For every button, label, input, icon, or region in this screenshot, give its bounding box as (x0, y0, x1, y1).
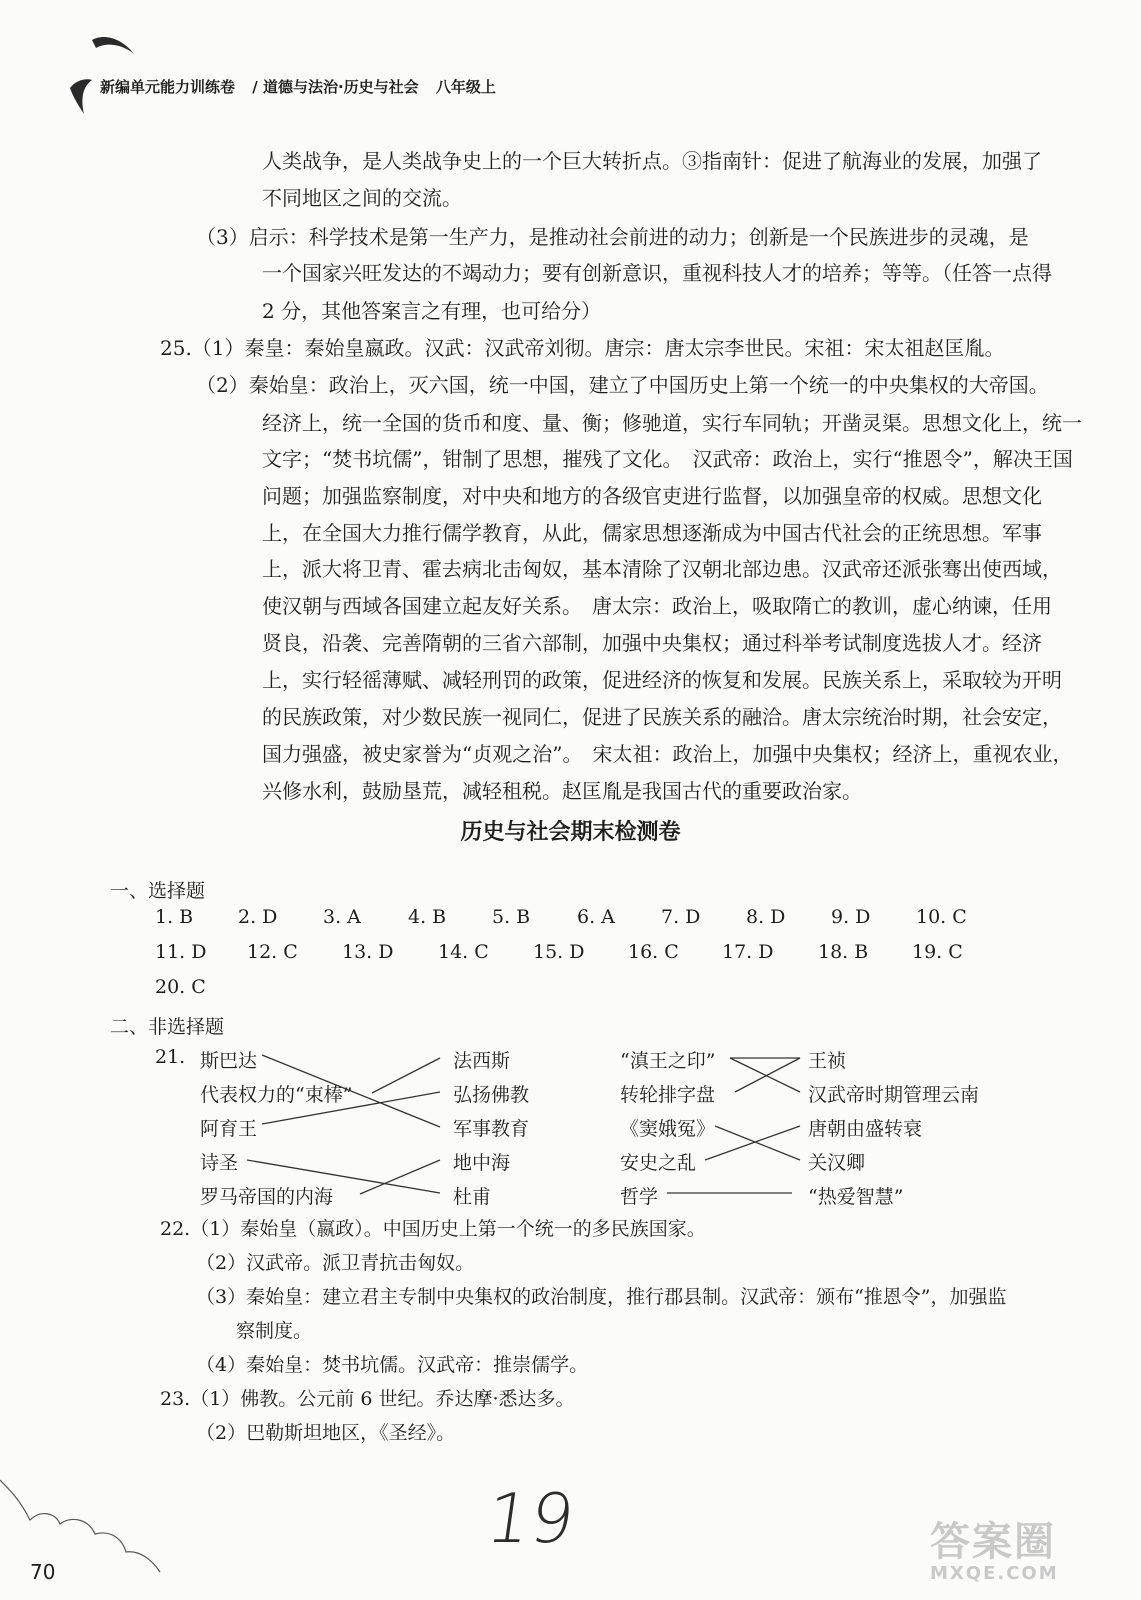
match-right-item: 地中海 (453, 1152, 511, 1174)
text-line: 上，实行轻徭薄赋、减轻刑罚的政策，促进经济的恢复和发展。民族关系上，采取较为开明 (262, 668, 1062, 692)
choice-answer: 6. A (577, 906, 615, 928)
choice-answer: 13. D (342, 941, 394, 963)
subject-label: / 道德与法治·历史与社会 (252, 78, 419, 96)
match-right-item: 汉武帝时期管理云南 (808, 1084, 980, 1106)
handwritten-number: 19 (481, 1480, 580, 1559)
watermark-title: 答案圈 (930, 1519, 1056, 1565)
page-number: 70 (30, 1560, 56, 1584)
choice-answer: 2. D (238, 906, 278, 928)
watermark-url: MXQE.COM (930, 1563, 1059, 1584)
match-right-item: 王祯 (808, 1050, 847, 1072)
choice-answer: 12. C (247, 941, 298, 963)
match-left-item: 诗圣 (200, 1152, 239, 1174)
choice-answer: 8. D (746, 906, 786, 928)
match-right-item: 弘扬佛教 (453, 1084, 530, 1106)
choice-answer: 9. D (831, 906, 871, 928)
text-line: 使汉朝与西域各国建立起友好关系。 唐太宗：政治上，吸取隋亡的教训，虚心纳谏，任用 (262, 594, 1052, 618)
text-line: 兴修水利，鼓励垦荒，减轻租税。赵匡胤是我国古代的重要政治家。 (262, 779, 862, 803)
match-left-item: 安史之乱 (620, 1152, 697, 1174)
section-heading: 一、选择题 (110, 880, 206, 902)
choice-answer: 17. D (722, 941, 774, 963)
answer-line: （2）汉武帝。派卫青抗击匈奴。 (196, 1252, 475, 1274)
text-line: 上，派大将卫青、霍去病北击匈奴，基本清除了汉朝北部边患。汉武帝还派张骞出使西域， (262, 557, 1062, 581)
text-line: 国力强盛，被史家誉为“贞观之治”。 宋太祖：政治上，加强中央集权；经济上，重视农业， (262, 742, 1073, 766)
text-line: 文字；“焚书坑儒”，钳制了思想，摧残了文化。 汉武帝：政治上，实行“推恩令”，解决王国 (262, 447, 1073, 471)
answer-line: （4）秦始皇：焚书坑儒。汉武帝：推崇儒学。 (196, 1354, 589, 1376)
text-line: 问题；加强监察制度，对中央和地方的各级官吏进行监督，以加强皇帝的权威。思想文化 (262, 484, 1042, 508)
answer-line: 察制度。 (236, 1320, 313, 1342)
text-line: 不同地区之间的交流。 (262, 186, 462, 210)
choice-answer: 5. B (492, 906, 531, 928)
question-number: 21. (155, 1046, 186, 1068)
answer-line: （3）秦始皇：建立君主专制中央集权的政治制度，推行郡县制。汉武帝：颁布“推恩令”，加强监 (196, 1286, 1007, 1308)
choice-answer: 4. B (408, 906, 447, 928)
choice-answer: 14. C (438, 941, 489, 963)
match-left-item: “滇王之印” (620, 1050, 716, 1072)
text-line: 上，在全国大力推行儒学教育，从此，儒家思想逐渐成为中国古代社会的正统思想。军事 (262, 521, 1042, 545)
match-left-item: 罗马帝国的内海 (200, 1186, 334, 1208)
choice-answer: 10. C (916, 906, 967, 928)
choice-answer: 7. D (661, 906, 701, 928)
match-left-item: 代表权力的“束棒” (200, 1084, 353, 1106)
text-line: 一个国家兴旺发达的不竭动力；要有创新意识，重视科技人才的培养；等等。（任答一点得 (262, 261, 1052, 285)
text-line: 2 分，其他答案言之有理，也可给分） (262, 299, 602, 323)
match-right-item: 唐朝由盛转衰 (808, 1118, 923, 1140)
section-heading: 二、非选择题 (110, 1016, 225, 1038)
match-right-item: 法西斯 (453, 1050, 511, 1072)
answer-line: 23.（1）佛教。公元前 6 世纪。乔达摩·悉达多。 (160, 1388, 575, 1410)
choice-answer: 19. C (912, 941, 963, 963)
text-line: 人类战争，是人类战争史上的一个巨大转折点。③指南针：促进了航海业的发展，加强了 (262, 149, 1042, 173)
grade-label: 八年级上 (435, 78, 496, 96)
match-right-item: 杜甫 (453, 1186, 492, 1208)
choice-answer: 1. B (155, 906, 194, 928)
match-line (262, 1055, 440, 1127)
text-line: （3）启示：科学技术是第一生产力，是推动社会前进的动力；创新是一个民族进步的灵魂，是 (196, 225, 1029, 249)
choice-answer: 15. D (533, 941, 585, 963)
answer-line: （2）巴勒斯坦地区，《圣经》。 (196, 1422, 456, 1444)
choice-answer: 18. B (818, 941, 869, 963)
match-line (360, 1160, 440, 1194)
match-line (247, 1160, 440, 1193)
match-left-item: 阿育王 (200, 1118, 258, 1140)
text-line: 贤良，沿袭、完善隋朝的三省六部制，加强中央集权；通过科举考试制度选拔人才。经济 (262, 631, 1042, 655)
match-left-item: 哲学 (620, 1186, 659, 1208)
match-right-item: “热爱智慧” (808, 1186, 904, 1208)
watermark-logo (930, 1510, 1110, 1590)
exam-title: 历史与社会期末检测卷 (460, 820, 681, 845)
text-line: 经济上，统一全国的货币和度、量、衡；修驰道，实行车同轨；开凿灵渠。思想文化上，统一 (262, 411, 1082, 435)
match-line (372, 1058, 440, 1093)
match-right-item: 关汉卿 (808, 1152, 866, 1174)
match-left-item: 斯巴达 (200, 1050, 258, 1072)
book-title: 新编单元能力训练卷 (100, 78, 236, 96)
text-line: 的民族政策，对少数民族一视同仁，促进了民族关系的融洽。唐太宗统治时期，社会安定， (262, 705, 1062, 729)
choice-answer: 20. C (155, 976, 206, 998)
answer-line: 22.（1）秦始皇（嬴政）。中国历史上第一个统一的多民族国家。 (160, 1218, 706, 1240)
choice-answer: 11. D (155, 941, 207, 963)
choice-answer: 3. A (323, 906, 361, 928)
match-line (262, 1092, 440, 1124)
match-left-item: 转轮排字盘 (620, 1084, 716, 1106)
choice-answer: 16. C (628, 941, 679, 963)
text-line: 25.（1）秦皇：秦始皇嬴政。汉武：汉武帝刘彻。唐宗：唐太宗李世民。宋祖：宋太祖赵匡胤。 (160, 336, 1005, 360)
text-line: （2）秦始皇：政治上，灭六国，统一中国，建立了中国历史上第一个统一的中央集权的大帝国。 (196, 373, 1049, 397)
match-right-item: 军事教育 (453, 1118, 530, 1140)
match-left-item: 《窦娥冤》 (620, 1118, 716, 1140)
